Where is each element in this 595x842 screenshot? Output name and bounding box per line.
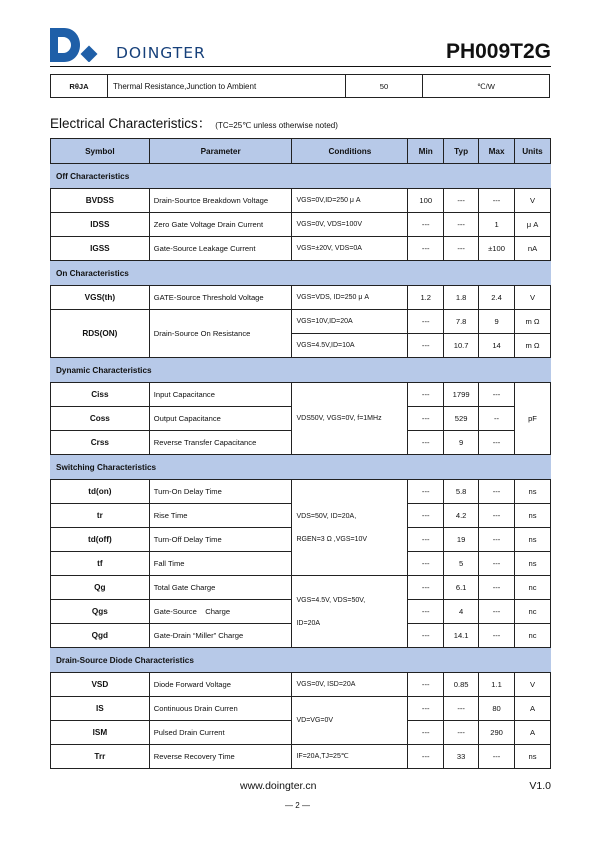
page-number: — 2 — — [285, 801, 310, 810]
parameter-cell: Drain-Sourtce Breakdown Voltage — [149, 189, 292, 213]
table-header-row — [51, 139, 551, 164]
parameter-cell: Turn-On Delay Time — [149, 480, 292, 504]
unit-cell: V — [515, 189, 551, 213]
symbol-cell: IDSS — [51, 213, 150, 237]
parameter-cell: GATE-Source Threshold Voltage — [149, 286, 292, 310]
group-row-dynamic: Dynamic Characteristics — [51, 358, 551, 383]
unit-cell: V — [515, 286, 551, 310]
symbol-cell: tr — [51, 504, 150, 528]
parameter-cell: Continuous Drain Curren — [149, 697, 292, 721]
typ-cell: 4 — [444, 600, 479, 624]
min-cell: --- — [408, 721, 444, 745]
thermal-unit: ℃/W — [423, 75, 550, 98]
max-cell: 1.1 — [479, 673, 515, 697]
brand-name: DOINGTER — [116, 44, 206, 62]
max-cell: --- — [479, 552, 515, 576]
typ-cell: 6.1 — [444, 576, 479, 600]
max-cell: 290 — [479, 721, 515, 745]
symbol-cell: RDS(ON) — [51, 310, 150, 358]
conditions-cell — [292, 576, 408, 648]
parameter-cell: Drain-Source On Resistance — [149, 310, 292, 358]
unit-cell: pF — [515, 383, 551, 455]
parameter-cell: Fall Time — [149, 552, 292, 576]
min-cell: --- — [408, 504, 444, 528]
unit-cell: V — [515, 673, 551, 697]
electrical-characteristics-table — [50, 138, 551, 769]
max-cell: 14 — [479, 334, 515, 358]
min-cell: --- — [408, 745, 444, 769]
header-conditions: Conditions — [292, 139, 408, 164]
symbol-cell: IS — [51, 697, 150, 721]
website-link[interactable]: www.doingter.cn — [240, 780, 317, 792]
conditions-line: ID=20A — [296, 619, 321, 627]
unit-cell: ns — [515, 528, 551, 552]
group-row-switching: Switching Characteristics — [51, 455, 551, 480]
typ-cell: 7.8 — [444, 310, 479, 334]
table-row — [51, 237, 551, 261]
symbol-cell: Qg — [51, 576, 150, 600]
symbol-cell: ISM — [51, 721, 150, 745]
max-cell: --- — [479, 383, 515, 407]
conditions-line: VDS=50V, ID=20A, — [296, 512, 357, 520]
table-row — [51, 383, 551, 407]
max-cell: ±100 — [479, 237, 515, 261]
symbol-cell: Qgd — [51, 624, 150, 648]
min-cell: --- — [408, 213, 444, 237]
symbol-cell: BVDSS — [51, 189, 150, 213]
unit-cell: nA — [515, 237, 551, 261]
typ-cell: 9 — [444, 431, 479, 455]
typ-cell: --- — [444, 189, 479, 213]
table-row — [51, 697, 551, 721]
unit-cell: nc — [515, 576, 551, 600]
conditions-cell: VD=VG=0V — [292, 697, 408, 745]
group-row-off: Off Characteristics — [51, 164, 551, 189]
max-cell: 80 — [479, 697, 515, 721]
symbol-cell: tf — [51, 552, 150, 576]
max-cell: -- — [479, 407, 515, 431]
version-label: V1.0 — [529, 780, 551, 792]
symbol-cell: VSD — [51, 673, 150, 697]
header-symbol: Symbol — [51, 139, 150, 164]
max-cell: --- — [479, 504, 515, 528]
typ-cell: --- — [444, 213, 479, 237]
typ-cell: 5.8 — [444, 480, 479, 504]
conditions-cell: VGS=10V,ID=20A — [292, 310, 408, 334]
symbol-cell: td(off) — [51, 528, 150, 552]
symbol-cell: Ciss — [51, 383, 150, 407]
min-cell: --- — [408, 334, 444, 358]
max-cell: --- — [479, 745, 515, 769]
header-parameter: Parameter — [149, 139, 292, 164]
max-cell: 1 — [479, 213, 515, 237]
conditions-line: RGEN=3 Ω ,VGS=10V — [296, 535, 368, 543]
symbol-cell: Coss — [51, 407, 150, 431]
typ-cell: --- — [444, 697, 479, 721]
typ-cell: 1.8 — [444, 286, 479, 310]
conditions-cell: VDS50V, VGS=0V, f=1MHz — [292, 383, 408, 455]
typ-cell: 5 — [444, 552, 479, 576]
min-cell: --- — [408, 310, 444, 334]
min-cell: --- — [408, 673, 444, 697]
conditions-cell: VGS=4.5V,ID=10A — [292, 334, 408, 358]
thermal-parameter: Thermal Resistance,Junction to Ambient — [108, 75, 346, 98]
thermal-symbol: RθJA — [51, 75, 108, 98]
parameter-cell: Reverse Transfer Capacitance — [149, 431, 292, 455]
symbol-cell: td(on) — [51, 480, 150, 504]
section-title: Electrical Characteristics： (TC=25℃ unless otherwise noted) — [50, 116, 338, 131]
symbol-cell: Qgs — [51, 600, 150, 624]
symbol-cell: Trr — [51, 745, 150, 769]
parameter-cell: Gate-Source Charge — [149, 600, 292, 624]
max-cell: --- — [479, 528, 515, 552]
parameter-cell: Zero Gate Voltage Drain Current — [149, 213, 292, 237]
typ-cell: 1799 — [444, 383, 479, 407]
table-row — [51, 213, 551, 237]
min-cell: --- — [408, 697, 444, 721]
unit-cell: ns — [515, 552, 551, 576]
thermal-value: 50 — [346, 75, 423, 98]
symbol-cell: IGSS — [51, 237, 150, 261]
typ-cell: 4.2 — [444, 504, 479, 528]
header-rule — [50, 66, 551, 67]
parameter-cell: Diode Forward Voltage — [149, 673, 292, 697]
header-typ: Typ — [444, 139, 479, 164]
symbol-cell: VGS(th) — [51, 286, 150, 310]
max-cell: --- — [479, 576, 515, 600]
min-cell: --- — [408, 407, 444, 431]
min-cell: 100 — [408, 189, 444, 213]
header-units: Units — [515, 139, 551, 164]
symbol-cell: Crss — [51, 431, 150, 455]
min-cell: --- — [408, 431, 444, 455]
max-cell: --- — [479, 189, 515, 213]
typ-cell: 14.1 — [444, 624, 479, 648]
unit-cell: ns — [515, 480, 551, 504]
max-cell: --- — [479, 624, 515, 648]
conditions-cell: VGS=±20V, VDS=0A — [292, 237, 408, 261]
min-cell: --- — [408, 576, 444, 600]
unit-cell: m Ω — [515, 310, 551, 334]
min-cell: --- — [408, 624, 444, 648]
header-max: Max — [479, 139, 515, 164]
typ-cell: --- — [444, 721, 479, 745]
unit-cell: μ A — [515, 213, 551, 237]
min-cell: --- — [408, 552, 444, 576]
conditions-cell: VGS=0V, VDS=100V — [292, 213, 408, 237]
group-row-on: On Characteristics — [51, 261, 551, 286]
parameter-cell: Gate-Drain “Miller” Charge — [149, 624, 292, 648]
parameter-cell: Gate-Source Leakage Current — [149, 237, 292, 261]
table-row — [51, 480, 551, 504]
typ-cell: 0.85 — [444, 673, 479, 697]
parameter-cell: Rise Time — [149, 504, 292, 528]
min-cell: --- — [408, 383, 444, 407]
unit-cell: m Ω — [515, 334, 551, 358]
conditions-cell — [292, 480, 408, 576]
conditions-cell: VGS=0V,ID=250 μ A — [292, 189, 408, 213]
unit-cell: ns — [515, 745, 551, 769]
table-row — [51, 673, 551, 697]
parameter-cell: Total Gate Charge — [149, 576, 292, 600]
unit-cell: nc — [515, 624, 551, 648]
parameter-cell: Reverse Recovery Time — [149, 745, 292, 769]
max-cell: --- — [479, 480, 515, 504]
typ-cell: --- — [444, 237, 479, 261]
max-cell: --- — [479, 431, 515, 455]
part-number: PH009T2G — [445, 40, 551, 63]
thermal-table — [50, 74, 550, 98]
min-cell: 1.2 — [408, 286, 444, 310]
conditions-line: VGS=4.5V, VDS=50V, — [296, 596, 366, 604]
unit-cell: A — [515, 721, 551, 745]
table-row — [51, 286, 551, 310]
table-row — [51, 745, 551, 769]
section-note: (TC=25℃ unless otherwise noted) — [215, 121, 338, 130]
typ-cell: 529 — [444, 407, 479, 431]
typ-cell: 19 — [444, 528, 479, 552]
min-cell: --- — [408, 600, 444, 624]
parameter-cell: Output Capacitance — [149, 407, 292, 431]
max-cell: 2.4 — [479, 286, 515, 310]
min-cell: --- — [408, 237, 444, 261]
parameter-cell: Input Capacitance — [149, 383, 292, 407]
typ-cell: 10.7 — [444, 334, 479, 358]
unit-cell: A — [515, 697, 551, 721]
conditions-cell: VGS=VDS, ID=250 μ A — [292, 286, 408, 310]
table-row — [51, 189, 551, 213]
table-row — [51, 576, 551, 600]
conditions-cell: IF=20A,TJ=25℃ — [292, 745, 408, 769]
parameter-cell: Turn-Off Delay Time — [149, 528, 292, 552]
header-min: Min — [408, 139, 444, 164]
conditions-cell: VGS=0V, ISD=20A — [292, 673, 408, 697]
max-cell: --- — [479, 600, 515, 624]
max-cell: 9 — [479, 310, 515, 334]
typ-cell: 33 — [444, 745, 479, 769]
group-row-diode: Drain-Source Diode Characteristics — [51, 648, 551, 673]
unit-cell: ns — [515, 504, 551, 528]
min-cell: --- — [408, 528, 444, 552]
min-cell: --- — [408, 480, 444, 504]
table-row — [51, 310, 551, 334]
parameter-cell: Pulsed Drain Current — [149, 721, 292, 745]
unit-cell: nc — [515, 600, 551, 624]
